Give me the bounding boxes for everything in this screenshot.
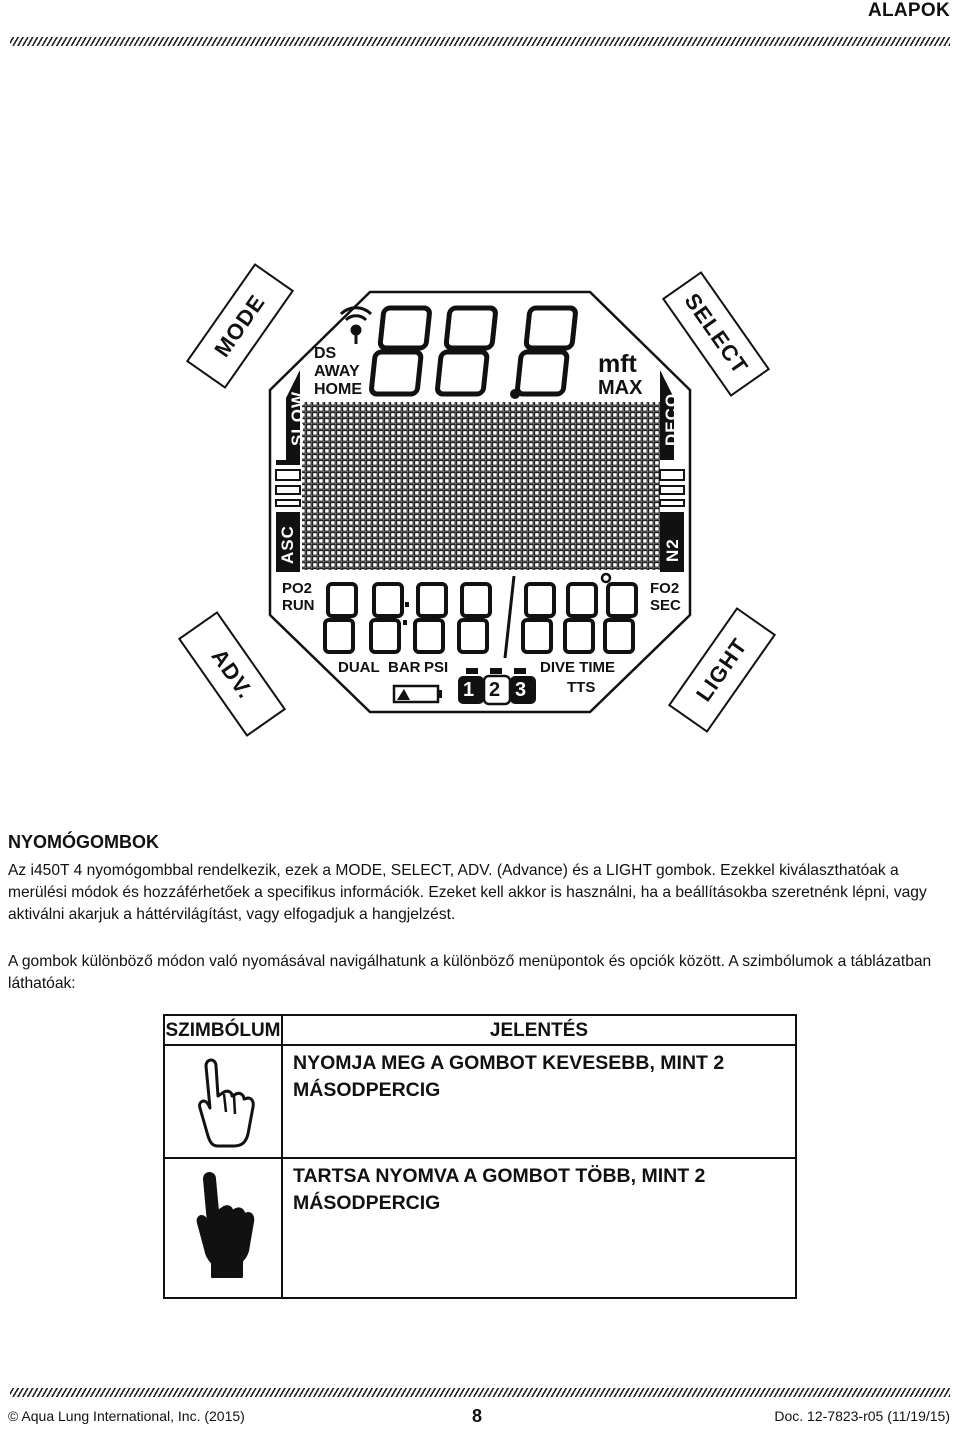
lcd-slow: SLOW	[288, 391, 307, 446]
section-heading: NYOMÓGOMBOK	[8, 832, 159, 852]
bottom-divider	[10, 1388, 950, 1397]
lcd-run: RUN	[282, 597, 315, 614]
doc-id: Doc. 12-7823-r05 (11/19/15)	[774, 1408, 950, 1424]
lcd-fo2: FO2	[650, 580, 680, 597]
lcd-away: AWAY	[314, 363, 360, 380]
mode-label: MODE	[209, 289, 270, 362]
dive-computer-figure	[0, 250, 960, 770]
hand-press-outline-icon	[188, 1052, 258, 1152]
symbol-cell	[164, 1045, 282, 1158]
lcd-tank-3: 3	[515, 679, 527, 701]
lcd-tank-2: 2	[489, 679, 501, 701]
lcd-dive-time: DIVE TIME	[540, 659, 616, 676]
lcd-max: MAX	[598, 377, 643, 399]
adv-label: ADV.	[206, 644, 259, 704]
dot-matrix	[302, 402, 660, 570]
table-row	[164, 1045, 796, 1158]
lcd-po2: PO2	[282, 580, 313, 597]
meaning-header: JELENTÉS	[282, 1015, 796, 1045]
lcd-tank-1: 1	[463, 679, 475, 701]
lcd-ds: DS	[314, 345, 337, 362]
lcd-sec: SEC	[650, 597, 681, 614]
symbol-header: SZIMBÓLUM	[164, 1015, 282, 1045]
lcd-dual: DUAL	[338, 659, 380, 676]
lcd-tts: TTS	[567, 679, 596, 696]
select-label: SELECT	[679, 288, 754, 379]
lcd-asc: ASC	[278, 525, 297, 564]
lcd-drawing	[0, 250, 960, 770]
copyright: © Aqua Lung International, Inc. (2015)	[8, 1408, 245, 1424]
symbol-table	[163, 1014, 797, 1299]
meaning-cell: TARTSA NYOMVA A GOMBOT TÖBB, MINT 2 MÁSODPERCIG	[282, 1158, 796, 1298]
symbol-cell	[164, 1158, 282, 1298]
top-divider	[10, 37, 950, 46]
page-number: 8	[472, 1406, 483, 1426]
table-row	[164, 1158, 796, 1298]
lcd-psi: PSI	[424, 659, 449, 676]
section-label: ALAPOK	[867, 0, 950, 21]
lcd-home: HOME	[314, 381, 362, 398]
lcd-bar: BAR	[388, 659, 421, 676]
lcd-mft: mft	[598, 350, 637, 378]
lcd-deco: DECO	[662, 392, 681, 446]
meaning-cell: NYOMJA MEG A GOMBOT KEVESEBB, MINT 2 MÁSODPERCIG	[282, 1045, 796, 1158]
intro-paragraph: Az i450T 4 nyomógombbal rendelkezik, ezek a MODE, SELECT, ADV. (Advance) és a LIGHT gombok. Ezekkel kiválaszthatóak a merülési módok és hozzáférhetőek a specifikus információk. Ezeket kell akkor is használni, ha a beállításokba szeretnénk lépni, vagy aktiválni akarjuk a háttérvilágítást, vagy elfogadjuk a hangjelzést.	[8, 862, 927, 924]
light-label: LIGHT	[690, 633, 753, 706]
navigation-paragraph: A gombok különböző módon való nyomásával navigálhatunk a különböző menüpontok és opciók között. A szimbólumok a táblázatban láthatóak:	[8, 953, 932, 993]
lcd-n2: N2	[663, 538, 682, 562]
hand-press-filled-icon	[188, 1165, 258, 1285]
